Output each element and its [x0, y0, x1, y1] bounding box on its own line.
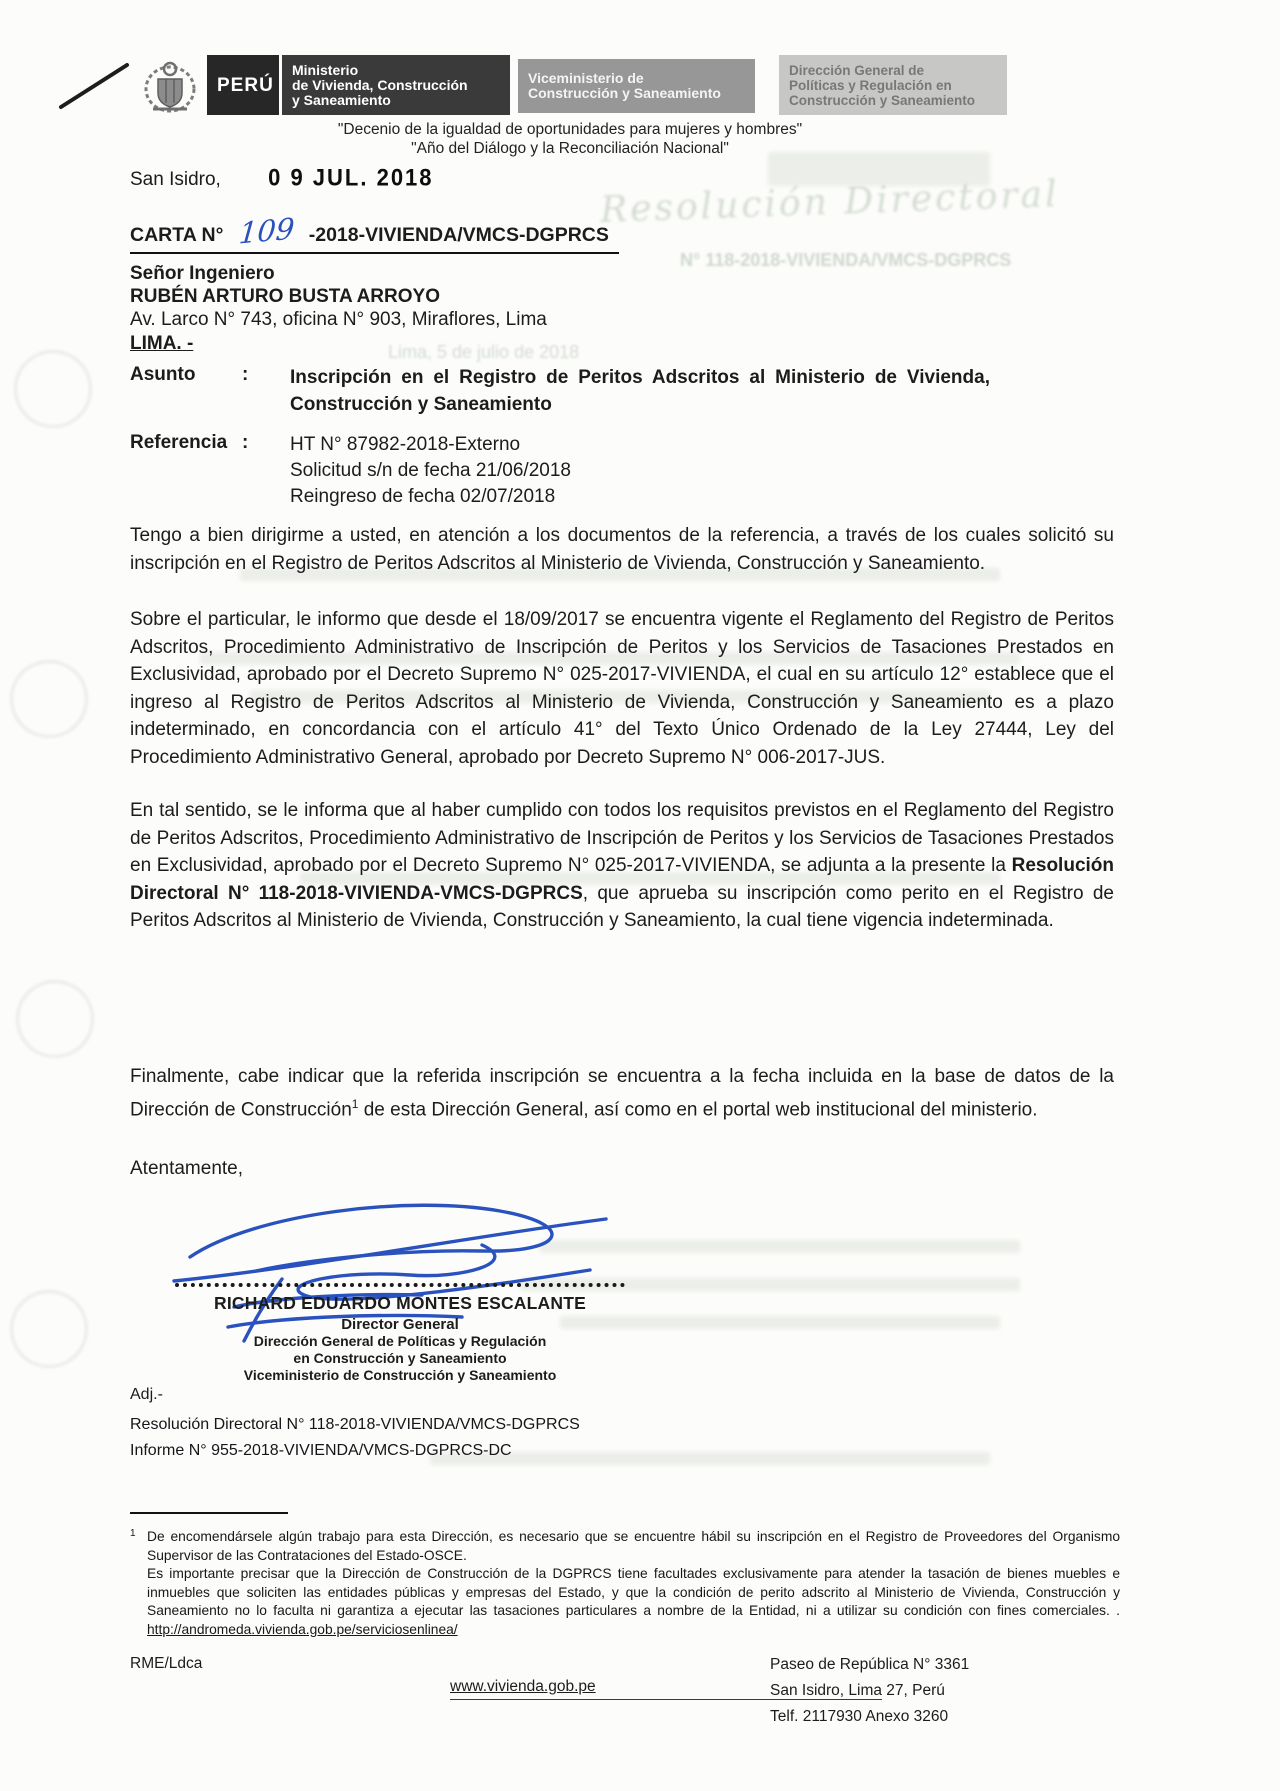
letterhead — [55, 55, 1007, 117]
attachment-item: Informe N° 955-2018-VIVIENDA/VMCS-DGPRCS-DC — [130, 1442, 512, 1459]
ghost-stamp-circle — [10, 660, 88, 738]
signature-block — [175, 1283, 625, 1384]
viceministry-box: Viceministerio de Construcción y Saneamiento — [518, 59, 755, 113]
place-label: San Isidro, — [130, 169, 221, 190]
footer-address-line: Paseo de República N° 3361 — [770, 1656, 970, 1673]
reference-label: Referencia — [130, 432, 228, 453]
recipient-name: RUBÉN ARTURO BUSTA ARROYO — [130, 286, 440, 307]
body-paragraph-1: Tengo a bien dirigirme a usted, en atención a los documentos de la referencia, a través de los cuales solicitó su inscripción en el Registro de Peritos Adscritos al Ministerio de Vivienda, Construcción y Saneamiento. — [130, 525, 1114, 574]
handwritten-letter-number: 109 — [237, 211, 297, 251]
footnote-separator — [130, 1512, 288, 1514]
recipient-city: LIMA. - — [130, 333, 194, 354]
ghost-stamp-circle — [16, 980, 94, 1058]
signer-org-line: Dirección General de Políticas y Regulación — [253, 1333, 547, 1349]
attachments-list — [130, 1412, 580, 1464]
ghost-ref-number: N° 118-2018-VIVIENDA/VMCS-DGPRCS — [680, 250, 1012, 270]
signer-org-line: en Construcción y Saneamiento — [293, 1350, 507, 1366]
reference-line: Reingreso de fecha 02/07/2018 — [290, 486, 556, 507]
ghost-stamp-circle — [14, 350, 92, 428]
peru-coat-of-arms-icon — [139, 55, 201, 117]
ghost-date: Lima, 5 de julio de 2018 — [388, 342, 580, 362]
footer-address-line: Telf. 2117930 Anexo 3260 — [770, 1708, 949, 1725]
footnote — [130, 1528, 1120, 1639]
dateline — [130, 165, 434, 191]
pen-check-mark — [55, 55, 135, 115]
signature-dotted-line — [175, 1283, 625, 1287]
drafter-initials: RME/Ldca — [130, 1655, 203, 1672]
resolution-number-bold: Resolución Directoral N° 118-2018-VIVIENDA-VMCS-DGPRCS — [130, 855, 1114, 904]
recipient-address: Av. Larco N° 743, oficina N° 903, Miraflores, Lima — [130, 309, 547, 330]
reference-row: Referencia : HT N° 87982-2018-Externo Solicitud s/n de fecha 21/06/2018 Reingreso de fecha 02/07/2018 — [130, 432, 990, 510]
ghost-stamp-circle — [10, 1290, 88, 1368]
ministry-box: Ministerio de Vivienda, Construcción y Saneamiento — [282, 55, 510, 115]
official-mottos — [70, 120, 1070, 158]
signer-name: RICHARD EDUARDO MONTES ESCALANTE — [214, 1293, 586, 1313]
recipient-salutation: Señor Ingeniero — [130, 263, 275, 284]
peru-brand-box: PERÚ — [207, 55, 279, 115]
signer-title: Director General — [341, 1316, 459, 1333]
closing-salutation: Atentamente, — [130, 1158, 244, 1179]
body-paragraph-4: Finalmente, cabe indicar que la referida inscripción se encuentra a la fecha incluida en la base de datos de la Dirección de Construcción$^1$ de esta Dirección General, así como en el portal web institucional del ministerio. — [130, 1066, 1114, 1120]
body-paragraph-3: En tal sentido, se le informa que al haber cumplido con todos los requisitos previstos en el Reglamento del Registro de Peritos Adscritos, Procedimiento Administrativo de Inscripción de Peritos y los Servicios de Tasaciones Prestados en Exclusividad, aprobado por el Decreto Supremo N° 025-2017-VIVIENDA, se adjunta a la presente la Resolución Directoral N° 118-2018-VIVIENDA-VMCS-DGPRCS, que aprueba su inscripción como perito en el Registro de Peritos Adscritos al Ministerio de Vivienda, Construcción y Saneamiento, la cual tiene vigencia indeterminada. — [130, 800, 1114, 931]
footer-website: www.vivienda.gob.pe — [450, 1678, 882, 1700]
footer-address — [770, 1652, 969, 1730]
andromeda-link: http://andromeda.vivienda.gob.pe/serviciosenlinea/ — [147, 1621, 458, 1637]
reference-lines — [290, 432, 990, 510]
recipient-block — [130, 262, 547, 355]
ghost-script-title: Resolución Directoral — [599, 173, 1061, 232]
subject-label: Asunto — [130, 364, 196, 385]
ghost-line — [560, 1316, 1000, 1329]
subject-text: Inscripción en el Registro de Peritos Adscritos al Ministerio de Vivienda, Construcción y Saneamiento — [290, 367, 990, 415]
footer-address-line: San Isidro, Lima 27, Perú — [770, 1682, 945, 1699]
body-paragraph-2: Sobre el particular, le informo que desde el 18/09/2017 se encuentra vigente el Reglamento del Registro de Peritos Adscritos, Procedimiento Administrativo de Inscripción de Peritos y los Servicios de Tasaciones Prestados en Exclusividad, aprobado por el Decreto Supremo N° 025-2017-VIVIENDA, el cual en su artículo 12° establece que el ingreso al Registro de Peritos Adscritos al Ministerio de Vivienda, Construcción y Saneamiento es a plazo indeterminado, en concordancia con el artículo 41° del Texto Único Ordenado de la Ley 27444, Ley del Procedimiento Administrativo General, aprobado por Decreto Supremo N° 006-2017-JUS. — [130, 609, 1114, 768]
motto-decenio: "Decenio de la igualdad de oportunidades para mujeres y hombres" — [337, 121, 803, 138]
date-received-stamp: 0 9 JUL. 2018 — [268, 163, 434, 191]
signer-org-line: Viceministerio de Construcción y Saneamiento — [243, 1367, 557, 1383]
reference-line: Solicitud s/n de fecha 21/06/2018 — [290, 460, 571, 481]
footnote-marker: 1 — [351, 1096, 359, 1111]
attachments-label: Adj.- — [130, 1386, 163, 1403]
footnote-text-1: De encomendársele algún trabajo para esta Dirección, es necesario que se encuentre hábil su inscripción en el Registro de Proveedores del Organismo Supervisor de las Contrataciones del Estado-OSCE. — [147, 1529, 1120, 1563]
footnote-text-2: Es importante precisar que la Dirección de Construcción de la DGPRCS tiene facultades exclusivamente para atender la tasación de bienes muebles e inmuebles que soliciten las entidades públicas y empresas del Estado, y que la condición de perito adscrito al Ministerio de Vivienda, Construcción y Saneamiento no lo faculta ni garantiza a ejecutar las tasaciones particulares a nombre de la Entidad, ni a utilizar su condición con fines comerciales. . http://andromeda.vivienda.gob.pe/serviciosenlinea/ — [147, 1566, 1120, 1637]
subject-row: Asunto : Inscripción en el Registro de Peritos Adscritos al Ministerio de Vivienda, Construcción y Saneamiento — [130, 364, 990, 418]
letter-number-heading: CARTA N° 109 -2018-VIVIENDA/VMCS-DGPRCS — [130, 214, 619, 254]
motto-anio: "Año del Diálogo y la Reconciliación Nacional" — [411, 140, 729, 157]
footnote-number: 1 — [130, 1528, 136, 1539]
reference-line: HT N° 87982-2018-Externo — [290, 434, 521, 455]
attachment-item: Resolución Directoral N° 118-2018-VIVIENDA/VMCS-DGPRCS — [130, 1416, 580, 1433]
direccion-general-box: Dirección General de Políticas y Regulación en Construcción y Saneamiento — [779, 55, 1007, 115]
